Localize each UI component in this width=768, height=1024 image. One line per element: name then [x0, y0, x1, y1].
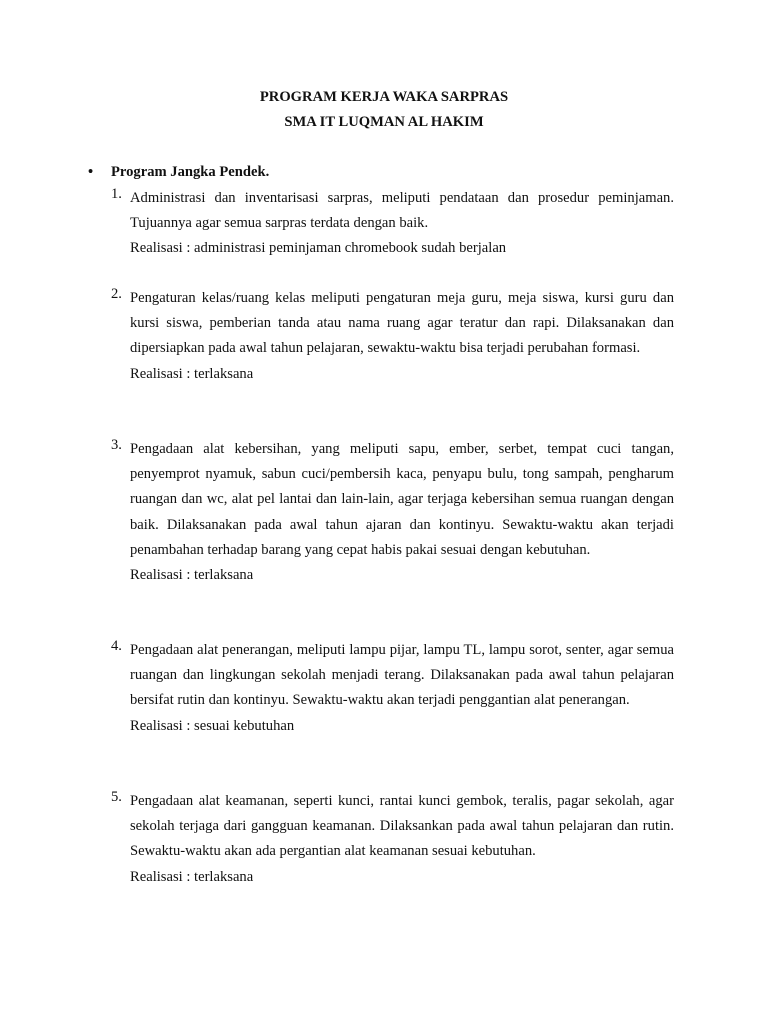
item-number: 5. [111, 789, 122, 805]
item-number: 4. [111, 638, 122, 654]
item-text: Pengadaan alat keamanan, seperti kunci, rantai kunci gembok, teralis, pagar sekolah, agar sekolah terjaga dari gangguan keamanan. Dilaksankan pada awal tahun pelajaran dan rutin. Sewaktu-waktu akan ada pergantian alat keamanan sesuai kebutuhan. [130, 793, 674, 860]
item-number: 3. [111, 437, 122, 453]
list-item-1 [111, 186, 674, 262]
item-realisasi: Realisasi : sesuai kebutuhan [130, 717, 295, 734]
item-text: Pengaturan kelas/ruang kelas meliputi pengaturan meja guru, meja siswa, kursi guru dan kursi siswa, pemberian tanda atau nama ruang agar teratur dan rapi. Dilaksanakan dan dipersiapkan pada awal tahun pelajaran, sewaktu-waktu bisa terjadi perubahan formasi. [130, 290, 674, 357]
item-text: Pengadaan alat kebersihan, yang meliputi sapu, ember, serbet, tempat cuci tangan, penyemprot nyamuk, sabun cuci/pembersih kaca, penyapu bulu, tong sampah, pengharum ruangan dan wc, alat pel lantai dan lain-lain, agar terjaga kebersihan semua ruangan dengan baik. Dilaksanakan pada awal tahun ajaran dan kontinyu. Sewaktu-waktu akan terjadi penambahan terhadap barang yang cepat habis pakai sesuai dengan kebutuhan. [130, 441, 674, 558]
item-number: 1. [111, 186, 122, 202]
item-realisasi: Realisasi : terlaksana [130, 365, 254, 382]
list-item-5 [111, 789, 674, 890]
bullet-icon: • [88, 164, 94, 180]
item-text: Pengadaan alat penerangan, meliputi lampu pijar, lampu TL, lampu sorot, senter, agar semua ruangan dan lingkungan sekolah menjadi terang. Dilaksanakan pada awal tahun pelajaran bersifat rutin dan kontinyu. Sewaktu-waktu akan terjadi penggantian alat penerangan. [130, 642, 674, 709]
list-item-2 [111, 286, 674, 387]
document-subtitle: SMA IT LUQMAN AL HAKIM [284, 114, 484, 130]
section-heading-text: Program Jangka Pendek. [111, 164, 270, 180]
item-text: Administrasi dan inventarisasi sarpras, meliputi pendataan dan prosedur peminjaman. Tujuannya agar semua sarpras terdata dengan baik. [130, 190, 674, 232]
item-number: 2. [111, 286, 122, 302]
item-realisasi: Realisasi : terlaksana [130, 868, 254, 885]
list-item-4 [111, 638, 674, 739]
list-item-3 [111, 437, 674, 588]
section-heading [88, 163, 269, 181]
item-realisasi: Realisasi : administrasi peminjaman chromebook sudah berjalan [130, 240, 507, 257]
item-realisasi: Realisasi : terlaksana [130, 567, 254, 584]
document-title: PROGRAM KERJA WAKA SARPRAS [259, 89, 509, 105]
